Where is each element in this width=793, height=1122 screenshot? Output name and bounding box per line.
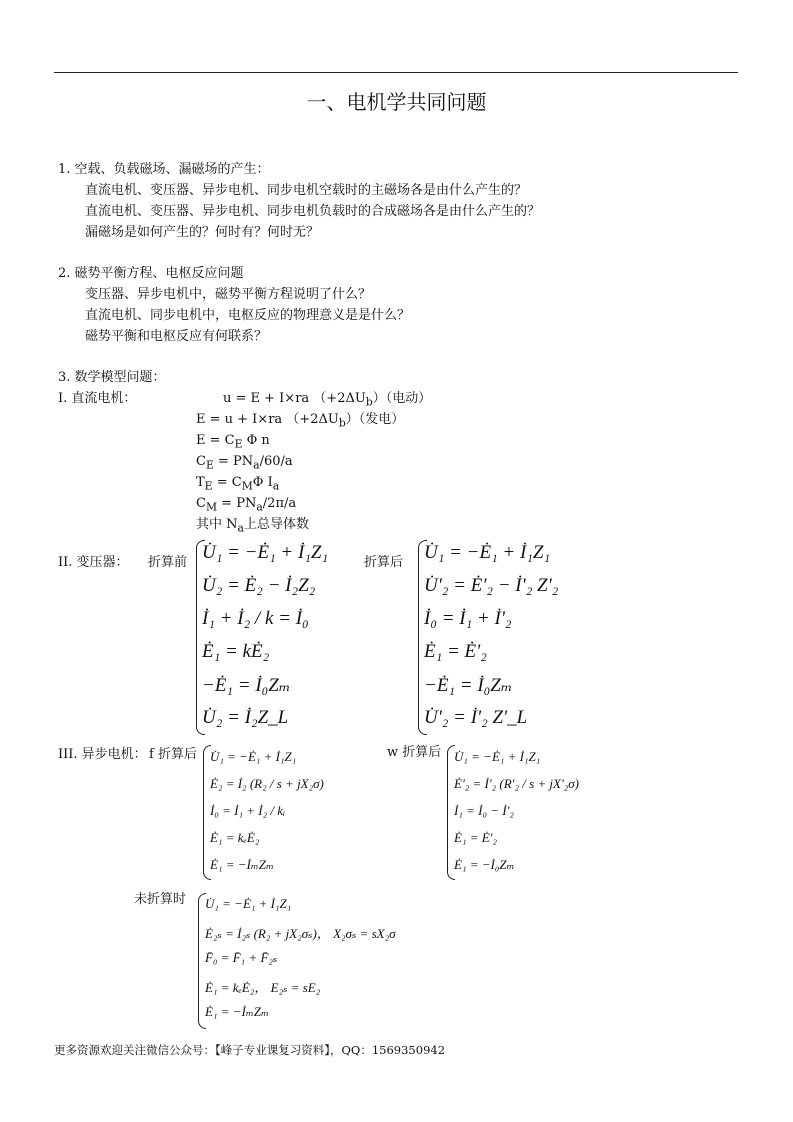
im-none-eq-2: Ė₂ₛ = İ₂ₛ (R₂ + jX₂σₛ)， X₂σₛ = sX₂σ [205,926,396,941]
q2-heading: 2. 磁势平衡方程、电枢反应问题 [58,266,244,281]
induction-f-label: f 折算后 [149,747,197,762]
dc-eq-torque: $T_E = C_M\Phi$ $I_a$ [196,475,280,493]
tf-after-eq-3: İ₀ = İ₁ + İ'₂ [424,608,512,629]
im-f-eq-4: Ė₁ = kₑĖ₂ [210,830,260,845]
q2-line-3: 磁势平衡和电枢反应有何联系？ [85,329,268,344]
im-w-eq-3: İ₁ = İ₀ − İ'₂ [454,803,514,818]
transformer-after-brace [418,540,427,735]
q1-line-1: 直流电机、变压器、异步电机、同步电机空载时的主磁场各是由什么产生的？ [85,183,528,198]
dc-eq-motor: u = E + I×ra $(+2\Delta U_b)$（电动） [223,391,432,409]
header-rule [54,72,738,73]
im-f-eq-1: U̇₁ = −Ė₁ + İ₁Z₁ [210,749,297,764]
im-f-eq-5: Ė₁ = −İₘZₘ [210,857,275,872]
im-w-eq-1: U̇₁ = −Ė₁ + İ₁Z₁ [454,749,541,764]
induction-label: III. 异步电机： [58,747,147,762]
induction-w-label: w 折算后 [387,745,442,760]
im-w-eq-5: Ė₁ = −İ₀Zₘ [454,857,515,872]
im-none-eq-5: Ė₁ = −İₘZₘ [205,1004,270,1019]
induction-none-label: 未折算时 [134,892,187,907]
dc-eq-cm: $C_M = PN_a/2\pi/a$ [196,496,297,514]
tf-after-eq-2: U̇'₂ = Ė'₂ − İ'₂ Z'₂ [424,575,559,596]
im-none-eq-3: F̄₀ = F̄₁ + F̄₂ₛ [205,950,278,965]
tf-before-eq-2: U̇₂ = Ė₂ − İ₂Z₂ [202,575,316,596]
tf-after-eq-1: U̇₁ = −Ė₁ + İ₁Z₁ [424,542,551,563]
im-w-eq-2: Ė'₂ = İ'₂ (R'₂ / s + jX'₂σ) [454,776,579,791]
tf-after-eq-6: U̇'₂ = İ'₂ Z'_L [424,707,528,728]
q1-heading: 1. 空载、负载磁场、漏磁场的产生： [58,162,270,177]
transformer-before-label: 折算前 [148,555,188,570]
tf-before-eq-5: −Ė₁ = İ₀Zₘ [202,675,291,696]
page-title: 一、电机学共同问题 [306,90,487,114]
dc-eq-ce: $C_E = PN_a/60/a$ [196,454,293,472]
q1-line-2: 直流电机、变压器、异步电机、同步电机负载时的合成磁场各是由什么产生的？ [85,204,541,219]
im-w-eq-4: Ė₁ = Ė'₂ [454,830,497,845]
dc-eq-emf: $E = C_E$ Φ n [196,433,270,451]
q1-line-3: 漏磁场是如何产生的？何时有？何时无？ [85,225,320,240]
dc-label: I. 直流电机： [58,391,137,406]
transformer-after-label: 折算后 [364,555,404,570]
im-f-eq-3: İ₀ = İ₁ + İ₂ / kᵢ [210,803,286,818]
transformer-label: II. 变压器： [58,555,129,570]
dc-note: 其中 $N_a$上总导体数 [196,517,309,535]
tf-before-eq-3: İ₁ + İ₂ / k = İ₀ [202,608,309,629]
q2-line-2: 直流电机、同步电机中，电枢反应的物理意义是是什么？ [85,308,411,323]
q3-heading: 3. 数学模型问题： [58,370,166,385]
im-none-eq-4: Ė₁ = kₑĖ₂， E₂ₛ = sE₂ [205,980,321,995]
tf-after-eq-4: Ė₁ = Ė'₂ [424,641,487,662]
im-none-eq-1: U̇₁ = −Ė₁ + İ₁Z₁ [205,896,292,911]
tf-after-eq-5: −Ė₁ = İ₀Zₘ [424,675,513,696]
dc-eq-generator: E = u + I×ra $(+2\Delta U_b)$（发电） [196,412,405,430]
tf-before-eq-6: U̇₂ = İ₂Z_L [202,707,289,728]
transformer-before-brace [196,540,205,735]
tf-before-eq-1: U̇₁ = −Ė₁ + İ₁Z₁ [202,542,329,563]
tf-before-eq-4: Ė₁ = kĖ₂ [202,641,270,662]
im-f-eq-2: Ė₂ = İ₂ (R₂ / s + jX₂σ) [210,776,324,791]
q2-line-1: 变压器、异步电机中，磁势平衡方程说明了什么？ [85,287,372,302]
footer-note: 更多资源欢迎关注微信公众号：【峰子专业课复习资料】，QQ：1569350942 [54,1043,446,1057]
